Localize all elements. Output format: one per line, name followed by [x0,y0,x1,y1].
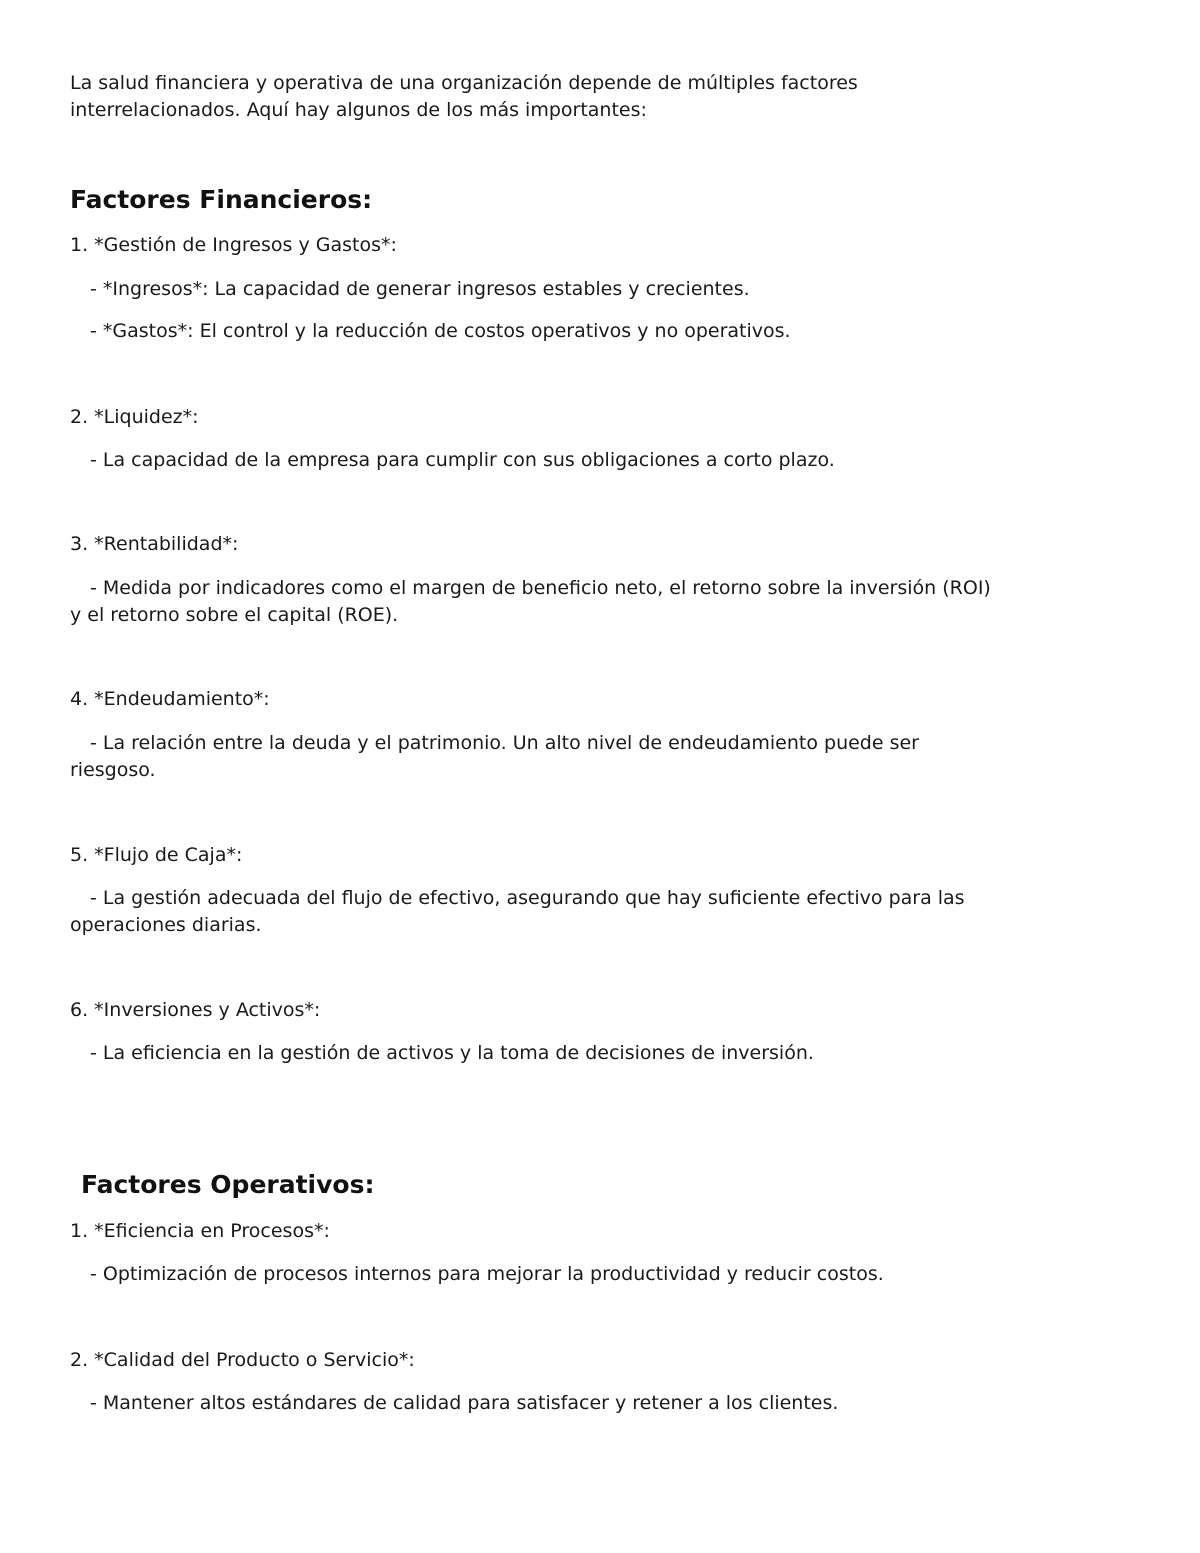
financial-item-point: - La relación entre la deuda y el patrimonio. Un alto nivel de endeudamiento puede ser [90,732,919,754]
financial-item-title: 1. *Gestión de Ingresos y Gastos*: [70,234,397,256]
operational-item-title: 2. *Calidad del Producto o Servicio*: [70,1349,415,1371]
financial-item-title: 2. *Liquidez*: [70,406,199,428]
financial-item-point: riesgoso. [70,759,156,781]
financial-item-point: y el retorno sobre el capital (ROE). [70,604,399,626]
financial-item-title: 4. *Endeudamiento*: [70,688,270,710]
financial-item-title: 6. *Inversiones y Activos*: [70,999,321,1021]
intro-line-2: interrelacionados. Aquí hay algunos de los más importantes: [70,99,647,121]
financial-item-title: 5. *Flujo de Caja*: [70,844,243,866]
financial-heading: Factores Financieros: [70,185,373,214]
operational-item-point: - Mantener altos estándares de calidad para satisfacer y retener a los clientes. [90,1392,839,1414]
intro-line-1: La salud financiera y operativa de una organización depende de múltiples factores [70,72,858,94]
financial-item-point: - *Ingresos*: La capacidad de generar ingresos estables y crecientes. [90,278,750,300]
financial-item-point: operaciones diarias. [70,914,262,936]
operational-heading: Factores Operativos: [81,1170,375,1199]
operational-item-point: - Optimización de procesos internos para mejorar la productividad y reducir costos. [90,1263,884,1285]
financial-item-title: 3. *Rentabilidad*: [70,533,239,555]
financial-item-point: - *Gastos*: El control y la reducción de costos operativos y no operativos. [90,320,791,342]
financial-item-point: - Medida por indicadores como el margen de beneficio neto, el retorno sobre la inversión (ROI) [90,577,991,599]
financial-item-point: - La eficiencia en la gestión de activos y la toma de decisiones de inversión. [90,1042,814,1064]
financial-item-point: - La gestión adecuada del flujo de efectivo, asegurando que hay suficiente efectivo para las [90,887,965,909]
financial-item-point: - La capacidad de la empresa para cumplir con sus obligaciones a corto plazo. [90,449,835,471]
operational-item-title: 1. *Eficiencia en Procesos*: [70,1220,330,1242]
